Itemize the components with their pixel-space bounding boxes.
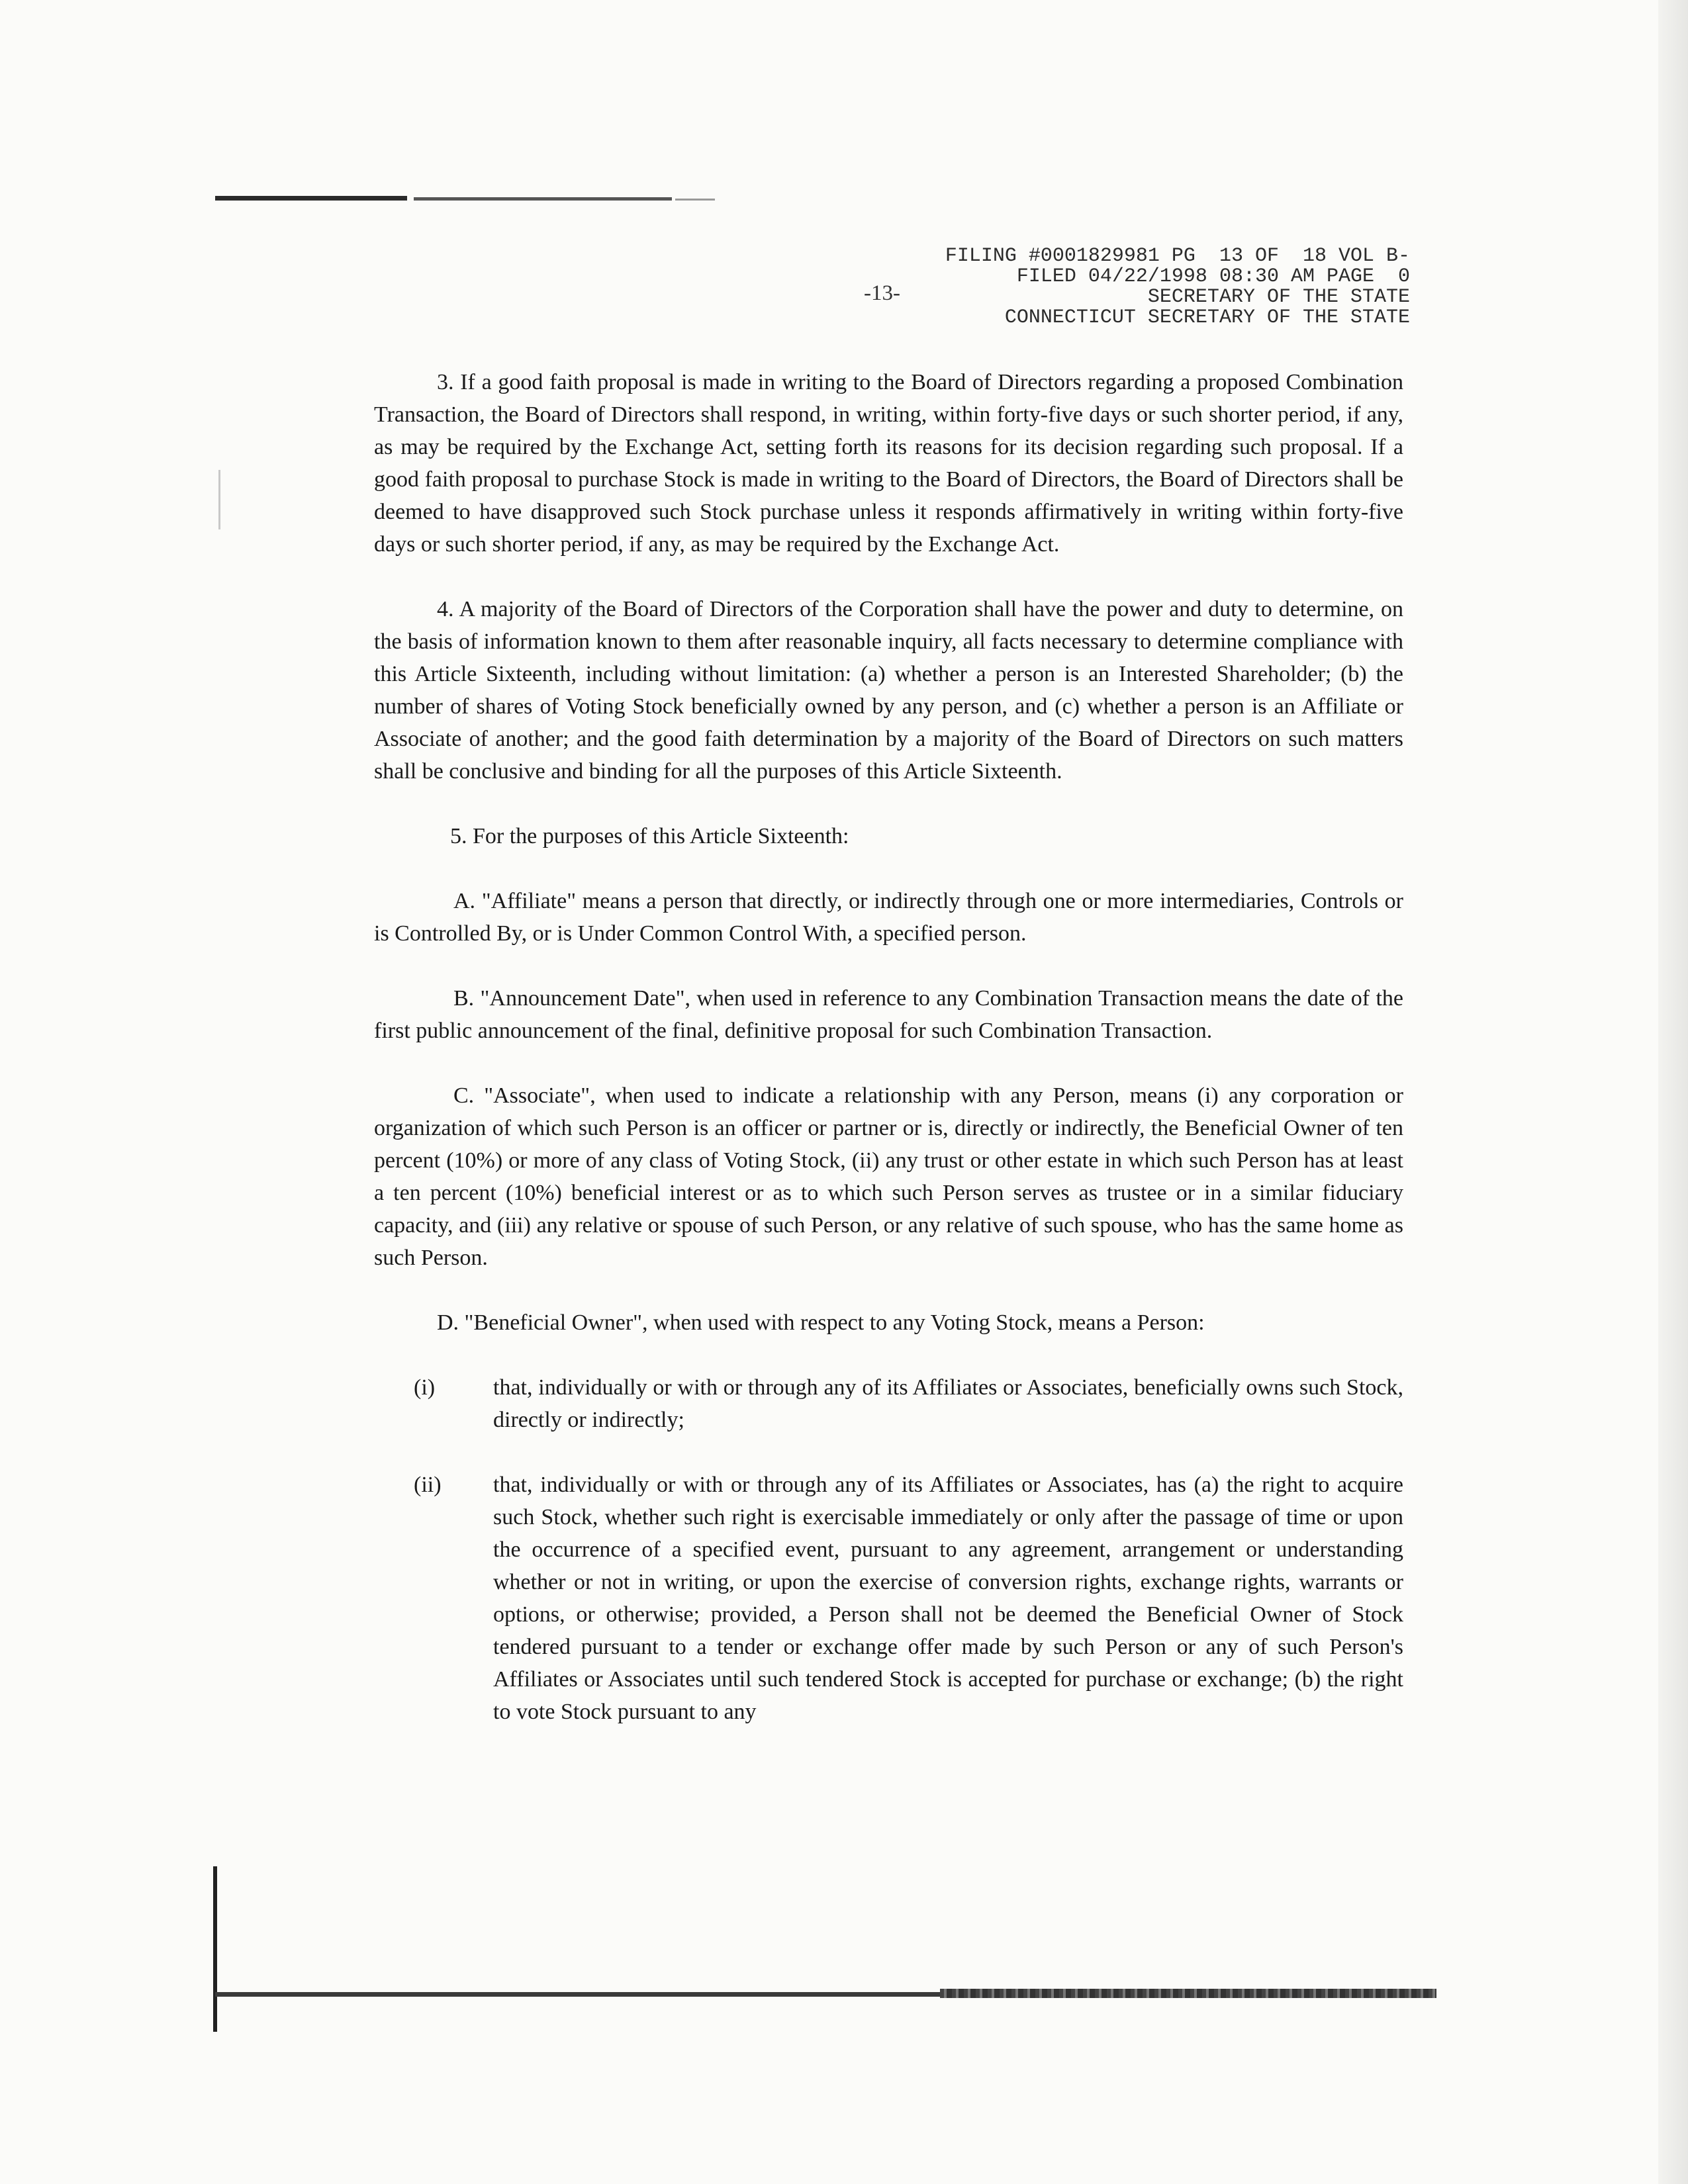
definition-associate: C. "Associate", when used to indicate a relationship with any Person, means (i) any corporation or organization of which such Person is an officer or partner or is, directly or indirectly, the Beneficial Owner of ten percent (10%) or more of any class of Voting Stock, (ii) any trust or other estate in which such Person has at least a ten percent (10%) beneficial interest or as to which such Person serves as trustee or in a similar fiduciary capacity, and (iii) any relative or spouse of such Person, or any relative of such spouse, who has the same home as such Person. [374, 1083, 1403, 1270]
filing-stamp-line: SECRETARY OF THE STATE [1147, 286, 1410, 308]
subitem-text: that, individually or with or through any of its Affiliates or Associates, beneficially owns such Stock, directly or indirectly; [493, 1375, 1403, 1432]
header-rule [414, 197, 672, 201]
scan-left-border [213, 1866, 217, 2032]
header-rule [675, 199, 715, 201]
subitem-i [374, 1371, 1403, 1436]
definition-beneficial-owner: D. "Beneficial Owner", when used with respect to any Voting Stock, means a Person: [437, 1310, 1205, 1335]
paragraph-3: 3. If a good faith proposal is made in writing to the Board of Directors regarding a proposed Combination Transaction, the Board of Directors shall respond, in writing, within forty-five days or such shorter period, if any, as may be required by the Exchange Act, setting forth its reasons for its decision regarding such proposal. If a good faith proposal to purchase Stock is made in writing to the Board of Directors, the Board of Directors shall be deemed to have disapproved such Stock purchase unless it responds affirmatively in writing within forty-five days or such shorter period, if any, as may be required by the Exchange Act. [374, 370, 1403, 557]
page-number: -13- [864, 281, 900, 305]
subitem-marker: (ii) [414, 1473, 442, 1497]
paragraph-4: 4. A majority of the Board of Directors of the Corporation shall have the power and duty to determine, on the basis of information known to them after reasonable inquiry, all facts necessary to determine compliance with this Article Sixteenth, including without limitation: (a) whether a person is an Interested Shareholder; (b) the number of shares of Voting Stock beneficially owned by any person, and (c) whether a person is an Affiliate or Associate of another; and the good faith determination by a majority of the Board of Directors on such matters shall be conclusive and binding for all the purposes of this Article Sixteenth. [374, 597, 1403, 784]
scan-margin-mark [218, 470, 220, 529]
filing-stamp [927, 246, 1410, 328]
filing-stamp-line: FILING #0001829981 PG 13 OF 18 VOL B- [945, 245, 1410, 267]
filing-stamp-line: FILED 04/22/1998 08:30 AM PAGE 0 [1016, 265, 1410, 288]
scan-edge-shadow [1658, 0, 1688, 2184]
header-rule [215, 196, 407, 201]
filing-stamp-line: CONNECTICUT SECRETARY OF THE STATE [1004, 306, 1410, 329]
subitem-marker: (i) [414, 1375, 436, 1400]
subitem-ii [374, 1469, 1403, 1728]
footer-rule-scan-noise [940, 1989, 1436, 1998]
subitem-text: that, individually or with or through any of its Affiliates or Associates, has (a) the right to acquire such Stock, whether such right is exercisable immediately or only after the passage of time or upon the occurrence of a specified event, pursuant to any agreement, arrangement or understanding whether or not in writing, or upon the exercise of conversion rights, exchange rights, warrants or options, or otherwise; provided, a Person shall not be deemed the Beneficial Owner of Stock tendered pursuant to a tender or exchange offer made by such Person or any of such Person's Affiliates or Associates until such tendered Stock is accepted for purchase or exchange; (b) the right to vote Stock pursuant to any [493, 1473, 1403, 1724]
definition-affiliate: A. "Affiliate" means a person that directly, or indirectly through one or more intermediaries, Controls or is Controlled By, or is Under Common Control With, a specified person. [374, 889, 1403, 946]
document-body [374, 366, 1403, 1760]
paragraph-5: 5. For the purposes of this Article Sixteenth: [450, 824, 849, 848]
definition-announcement-date: B. "Announcement Date", when used in reference to any Combination Transaction means the date of the first public announcement of the final, definitive proposal for such Combination Transaction. [374, 986, 1403, 1043]
